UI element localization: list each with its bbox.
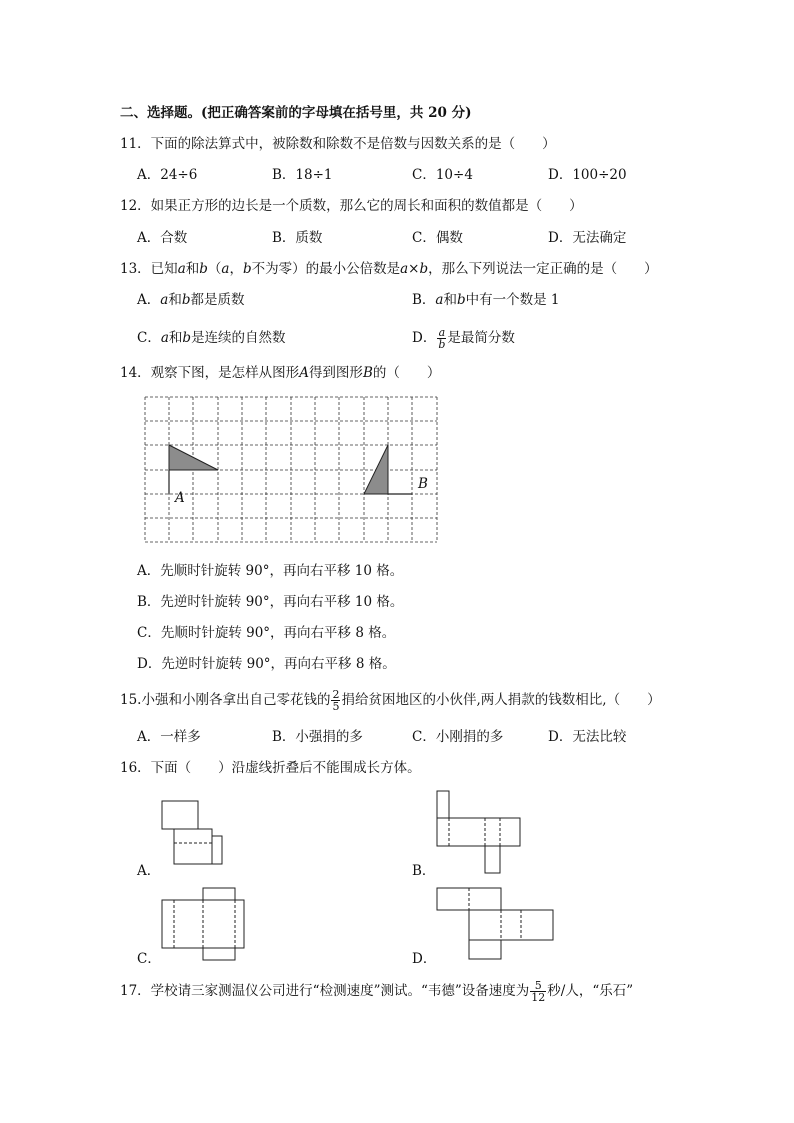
q11-option-a: A．24÷6	[137, 167, 198, 183]
q17-stem-part: 秒/人，“乐石”	[547, 983, 634, 999]
q13-var-a: a	[177, 261, 186, 277]
q13-opt-var: a	[435, 292, 444, 308]
q13-opt-text: 是最简分数	[447, 330, 515, 346]
q15-option-b: B．小强捐的多	[272, 729, 363, 745]
q17-fraction	[530, 980, 546, 1003]
q13-stem-part: 和	[185, 261, 200, 277]
q13-var-b: b	[199, 261, 208, 277]
q14-stem-part: 的（ ）	[372, 365, 441, 381]
q11-option-c: C．10÷4	[412, 167, 473, 183]
q13-opt-var: b	[456, 292, 466, 308]
fraction-denominator: 5	[332, 700, 340, 713]
fraction-denominator: b	[438, 338, 446, 351]
section-header: 二、选择题。(把正确答案前的字母填在括号里，共 20 分)	[120, 105, 472, 121]
q13-stem-part: 不为零）的最小公倍数是	[251, 261, 401, 277]
q15-stem-part: 15.小强和小刚各拿出自己零花钱的	[120, 692, 331, 708]
q13-opt-text: 和	[443, 292, 457, 308]
q14-option-b: B．先逆时针旋转 90°，再向右平移 10 格。	[137, 594, 404, 610]
net-b-face	[485, 846, 500, 873]
q15-stem-part: 捐给贫困地区的小伙伴,两人捐款的钱数相比,（ ）	[341, 692, 661, 708]
fraction-numerator: 2	[332, 688, 340, 701]
q13-opt-text: 是连续的自然数	[191, 330, 286, 346]
q15-option-a: A．一样多	[137, 729, 201, 745]
q12-option-a: A．合数	[137, 230, 188, 246]
q12-option-c: C．偶数	[412, 230, 463, 246]
q13-opt-var: a	[160, 330, 169, 346]
question-12-stem: 12．如果正方形的边长是一个质数，那么它的周长和面积的数值都是（ ）	[120, 198, 583, 214]
q13-opt-var: b	[182, 330, 192, 346]
q14-stem-part: 得到图形	[308, 365, 363, 381]
net-d	[437, 888, 553, 959]
q17-stem-part: 17．学校请三家测温仪公司进行“检测速度”测试。“韦德”设备速度为	[120, 983, 530, 999]
net-a	[162, 801, 222, 864]
q13-var-a: a	[221, 261, 230, 277]
q15-option-c: C．小刚捐的多	[412, 729, 504, 745]
q11-option-b: B．18÷1	[272, 167, 333, 183]
q14-option-a: A．先顺时针旋转 90°，再向右平移 10 格。	[137, 563, 404, 579]
q13-stem-part: ，那么下列说法一定正确的是（ ）	[428, 261, 658, 277]
q13-opt-text: 中有一个数是 1	[465, 292, 560, 308]
net-b-face	[437, 791, 449, 818]
q14-option-d: D．先逆时针旋转 90°，再向右平移 8 格。	[137, 656, 396, 672]
net-a-face	[212, 836, 222, 864]
q12-option-b: B．质数	[272, 230, 323, 246]
net-c-face	[203, 888, 235, 900]
q13-opt-prefix: C．	[137, 330, 161, 346]
net-d-face	[469, 940, 501, 959]
question-16-stem: 16．下面（ ）沿虚线折叠后不能围成长方体。	[120, 760, 421, 776]
q16-label-b: B．	[412, 863, 436, 879]
question-11-stem: 11．下面的除法算式中，被除数和除数不是倍数与因数关系的是（ ）	[120, 136, 556, 152]
net-a-face	[162, 801, 198, 829]
q13-stem-part: 13．已知	[120, 261, 178, 277]
q13-opt-text: 都是质数	[190, 292, 245, 308]
q13-expr: a×b	[400, 261, 429, 277]
q13-opt-text: 和	[168, 330, 183, 346]
q13-opt-prefix: D．	[412, 330, 437, 346]
net-c-face	[203, 948, 235, 960]
q14-stem-part: 14．观察下图，是怎样从图形	[120, 365, 300, 381]
q13-var-b: b	[242, 261, 252, 277]
q15-option-d: D．无法比较	[548, 729, 627, 745]
q16-label-a: A．	[137, 863, 161, 879]
q13-opt-prefix: A．	[137, 292, 161, 308]
q13-stem-part: （	[207, 261, 222, 277]
question-17-stem	[120, 974, 633, 1008]
q16-label-d: D．	[412, 951, 437, 967]
net-b	[437, 791, 520, 873]
q13-opt-var: b	[181, 292, 191, 308]
fraction-numerator: 5	[530, 980, 546, 992]
q13-opt-var: a	[160, 292, 169, 308]
net-b-face	[437, 818, 520, 846]
fraction-denominator: 12	[531, 991, 546, 1004]
q13-opt-text: 和	[168, 292, 182, 308]
q16-label-c: C．	[137, 951, 161, 967]
q11-option-d: D．100÷20	[548, 167, 627, 183]
net-c	[162, 888, 244, 960]
q14-option-c: C．先顺时针旋转 90°，再向右平移 8 格。	[137, 625, 396, 641]
q14-var-a: A	[299, 365, 309, 381]
q14-var-b: B	[362, 365, 373, 381]
shape-a-label: A	[175, 490, 185, 506]
net-d-face	[469, 910, 553, 940]
fraction-numerator: a	[438, 326, 446, 339]
net-a-face	[174, 829, 212, 864]
q13-opt-prefix: B．	[412, 292, 436, 308]
shape-b-label: B	[418, 476, 428, 492]
q13-stem-part: ，	[229, 261, 243, 277]
q12-option-d: D．无法确定	[548, 230, 627, 246]
